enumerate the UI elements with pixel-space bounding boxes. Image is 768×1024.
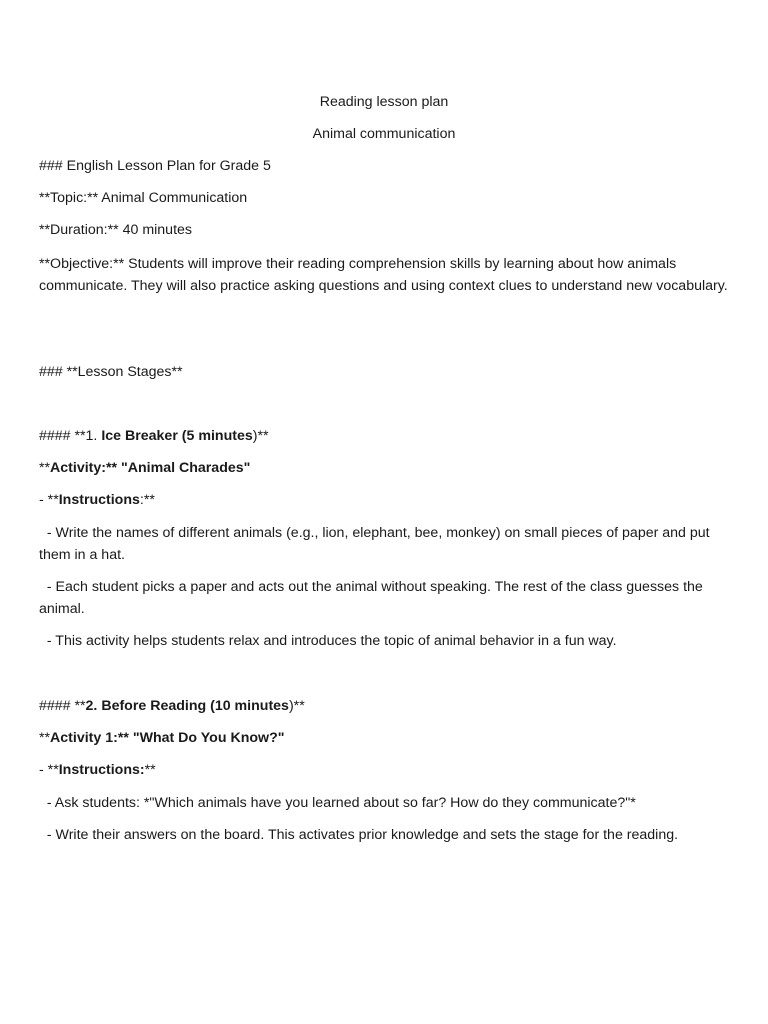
stage2-item-1: - Ask students: *"Which animals have you learned about so far? How do they communicate?"* [39,795,636,811]
stage1-heading-prefix: #### **1. [39,428,102,444]
stage1-instructions [39,490,729,512]
duration-line: **Duration:** 40 minutes [39,222,192,238]
stage1-instructions-suffix: :** [139,492,155,508]
stage1-heading-title: Ice Breaker (5 minutes [101,428,253,444]
stage1-heading [39,426,729,448]
stage1-item-2: - Each student picks a paper and acts out the animal without speaking. The rest of the class guesses the animal. [39,579,707,617]
stage2-activity-prefix: ** [39,730,51,746]
objective-paragraph: **Objective:** Students will improve their reading comprehension skills by learning about how animals communicate. They will also practice asking questions and using context clues to understand new vocabulary. [39,256,728,294]
stage2-instructions [39,760,729,782]
stage2-activity-title: Activity 1:** "What Do You Know?" [50,730,285,746]
document-subtitle: Animal communication [312,126,456,142]
stage1-item-3: - This activity helps students relax and introduces the topic of animal behavior in a fun way. [39,633,617,649]
stage2-heading [39,696,729,718]
lesson-plan-heading: ### English Lesson Plan for Grade 5 [39,158,271,174]
stage2-heading-title: 2. Before Reading (10 minutes [85,698,289,714]
stage1-activity [39,458,729,480]
stage1-activity-prefix: ** [39,460,51,476]
topic-line: **Topic:** Animal Communication [39,190,248,206]
stage1-heading-suffix: )** [252,428,269,444]
stage1-activity-title: Activity:** "Animal Charades" [50,460,251,476]
document-title: Reading lesson plan [319,94,449,110]
stage2-activity [39,728,729,750]
stage1-item-1: - Write the names of different animals (e.g., lion, elephant, bee, monkey) on small pieces of paper and put them in a hat. [39,525,714,563]
stage2-instructions-prefix: - ** [39,762,59,778]
stage1-instructions-prefix: - ** [39,492,59,508]
stage2-heading-prefix: #### ** [39,698,86,714]
stage2-instructions-suffix: ** [144,762,156,778]
lesson-stages-heading: ### **Lesson Stages** [39,364,183,380]
stage1-instructions-label: Instructions [58,492,140,508]
stage2-instructions-label: Instructions: [58,762,145,778]
stage2-item-2: - Write their answers on the board. This activates prior knowledge and sets the stage for the reading. [39,827,679,843]
stage2-heading-suffix: )** [288,698,305,714]
